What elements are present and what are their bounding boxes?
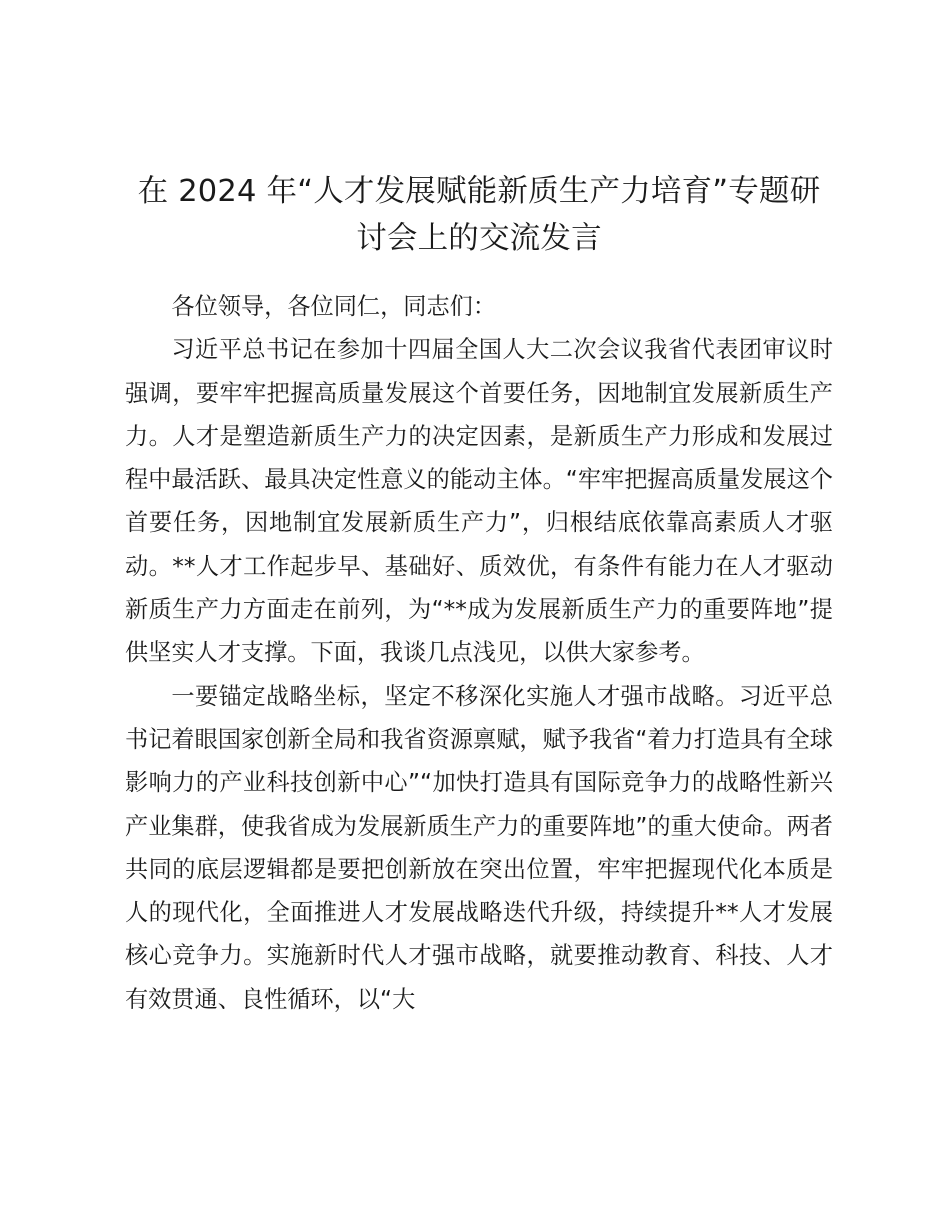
document-body <box>125 285 833 1021</box>
salutation-paragraph: 各位领导，各位同仁，同志们： <box>171 293 497 320</box>
document-title: 在 2024 年“人才发展赋能新质生产力培育”专题研讨会上的交流发言 <box>137 174 821 256</box>
body-paragraph: 一要锚定战略坐标，坚定不移深化实施人才强市战略。习近平总书记着眼国家创新全局和我省资源禀赋，赋予我省“着力打造具有全球影响力的产业科技创新中心”“加快打造具有国际竞争力的战略性新兴产业集群，使我省成为发展新质生产力的重要阵地”的重大使命。两者共同的底层逻辑都是要把创新放在突出位置，牢牢把握现代化本质是人的现代化，全面推进人才发展战略迭代升级，持续提升**人才发展核心竞争力。实施新时代人才强市战略，就要推动教育、科技、人才有效贯通、良性循环，以“大 <box>125 682 833 1013</box>
body-paragraph: 习近平总书记在参加十四届全国人大二次会议我省代表团审议时强调，要牢牢把握高质量发展这个首要任务，因地制宜发展新质生产力。人才是塑造新质生产力的决定因素，是新质生产力形成和发展过程中最活跃、最具决定性意义的能动主体。“牢牢把握高质量发展这个首要任务，因地制宜发展新质生产力”，归根结底依靠高素质人才驱动。**人才工作起步早、基础好、质效优，有条件有能力在人才驱动新质生产力方面走在前列，为“**成为发展新质生产力的重要阵地”提供坚实人才支撑。下面，我谈几点浅见，以供大家参考。 <box>125 336 833 667</box>
